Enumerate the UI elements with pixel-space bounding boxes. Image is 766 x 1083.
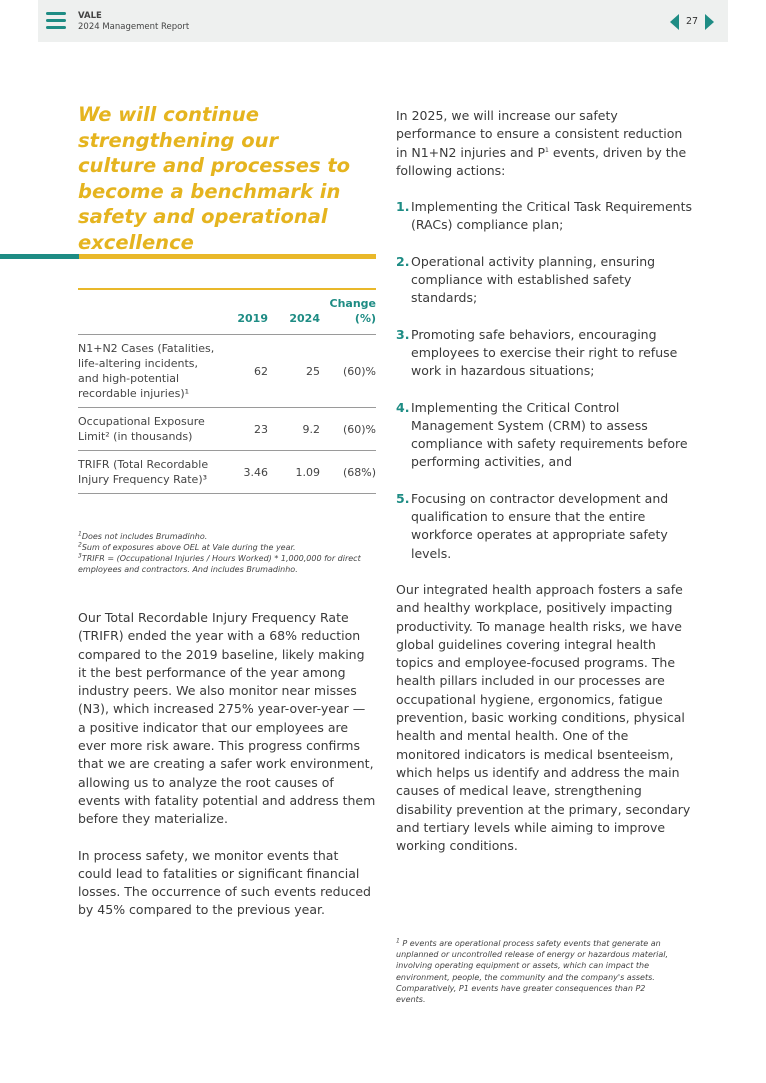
report-title: 2024 Management Report xyxy=(78,22,190,32)
value-2024: 1.09 xyxy=(295,465,320,479)
value-2019: 23 xyxy=(254,422,268,436)
table-row xyxy=(78,335,376,408)
table-header-row xyxy=(78,289,376,335)
table-row xyxy=(78,451,376,494)
brand xyxy=(78,11,189,33)
menu-icon[interactable] xyxy=(46,12,66,30)
top-bar xyxy=(38,0,728,42)
actions-intro: In 2025, we will increase our safety performance to ensure a consistent reduction in N1+N2 injuries and $P^1$ events, driven by the following actions: xyxy=(396,108,687,178)
table-row xyxy=(78,408,376,451)
list-item: 4. Implementing the Critical Control Management System (CRM) to assess compliance with safety requirements before performing activities, and xyxy=(396,399,688,470)
company-name: VALE xyxy=(78,11,102,21)
list-item: 2. Operational activity planning, ensuring compliance with established safety standards; xyxy=(396,253,656,306)
previous-page-icon[interactable] xyxy=(670,14,679,30)
accent-stripe-gold xyxy=(79,254,376,259)
next-page-icon[interactable] xyxy=(705,14,714,30)
accent-stripe-teal xyxy=(0,254,79,259)
value-2019: 3.46 xyxy=(243,465,268,479)
footnote: $^3$TRIFR = (Occupational Injuries / Hours Worked) * 1,000,000 for direct employees and contractors. And includes Brumadinho. xyxy=(78,552,361,574)
process-safety-paragraph: In process safety, we monitor events that could lead to fatalities or significant financial losses. The occurrence of such events reduced by 45% compared to the previous year. xyxy=(78,847,371,918)
value-2024: 25 xyxy=(306,364,320,378)
table-footnotes xyxy=(78,531,376,575)
left-body-text xyxy=(78,609,376,938)
pager xyxy=(670,14,714,30)
value-change: (68%) xyxy=(342,465,376,479)
p-events-footnote: $^1$ P events are operational process safety events that generate an unplanned or uncontrolled release of energy or hazardous material, involving operating equipment or assets, which can impact the environment, people, the community and the company's assets. Comparatively, P1 events have greater consequences than P2 events. xyxy=(396,937,669,1005)
value-2024: 9.2 xyxy=(302,422,320,436)
headline: We will continue strengthening our culture and processes to become a benchmark in safety and operational excellence xyxy=(78,103,351,254)
right-column xyxy=(396,107,696,855)
value-change: (60)% xyxy=(342,364,376,378)
col-2019: 2019 xyxy=(237,312,268,325)
value-change: (60)% xyxy=(342,422,376,436)
actions-list xyxy=(396,198,696,563)
footnote: $^2$Sum of exposures above OEL at Vale during the year. xyxy=(78,541,296,552)
row-label: N1+N2 Cases (Fatalities, life-altering incidents, and high-potential recordable injuries)¹ xyxy=(78,342,215,400)
footnote: $^1$Does not includes Brumadinho. xyxy=(78,530,208,541)
list-item: 3. Promoting safe behaviors, encouraging employees to exercise their right to refuse work in hazardous situations; xyxy=(396,326,678,379)
row-label: Occupational Exposure Limit² (in thousands) xyxy=(78,415,205,443)
safety-kpi-table xyxy=(78,288,376,494)
row-label: TRIFR (Total Recordable Injury Frequency Rate)³ xyxy=(78,458,209,486)
list-item: 1. Implementing the Critical Task Requirements (RACs) compliance plan; xyxy=(396,199,692,233)
col-change: Change (%) xyxy=(329,297,376,325)
page-number: 27 xyxy=(685,16,699,27)
list-item: 5. Focusing on contractor development and qualification to ensure that the entire workforce operates at appropriate safety levels. xyxy=(396,490,669,561)
value-2019: 62 xyxy=(254,364,268,378)
health-paragraph: Our integrated health approach fosters a safe and healthy workplace, positively impacting productivity. To manage health risks, we have global guidelines covering integral health topics and employee-focused programs. The health pillars included in our processes are occupational hygiene, ergonomics, fatigue prevention, basic working conditions, physical health and mental health. One of the monitored indicators is medical bsenteeism, which helps us identify and address the main causes of medical leave, strengthening disability prevention at the primary, secondary and tertiary levels while aiming to improve working conditions. xyxy=(396,581,691,854)
trifr-paragraph: Our Total Recordable Injury Frequency Rate (TRIFR) ended the year with a 68% reduction compared to the 2019 baseline, likely making it the best performance of the year among industry peers. We also monitor near misses (N3), which increased 275% year-over-year — a positive indicator that our employees are ever more risk aware. This progress confirms that we are creating a safer work environment, allowing us to analyze the root causes of events with fatality potential and address them before they materialize. xyxy=(78,610,376,827)
col-2024: 2024 xyxy=(289,312,320,325)
